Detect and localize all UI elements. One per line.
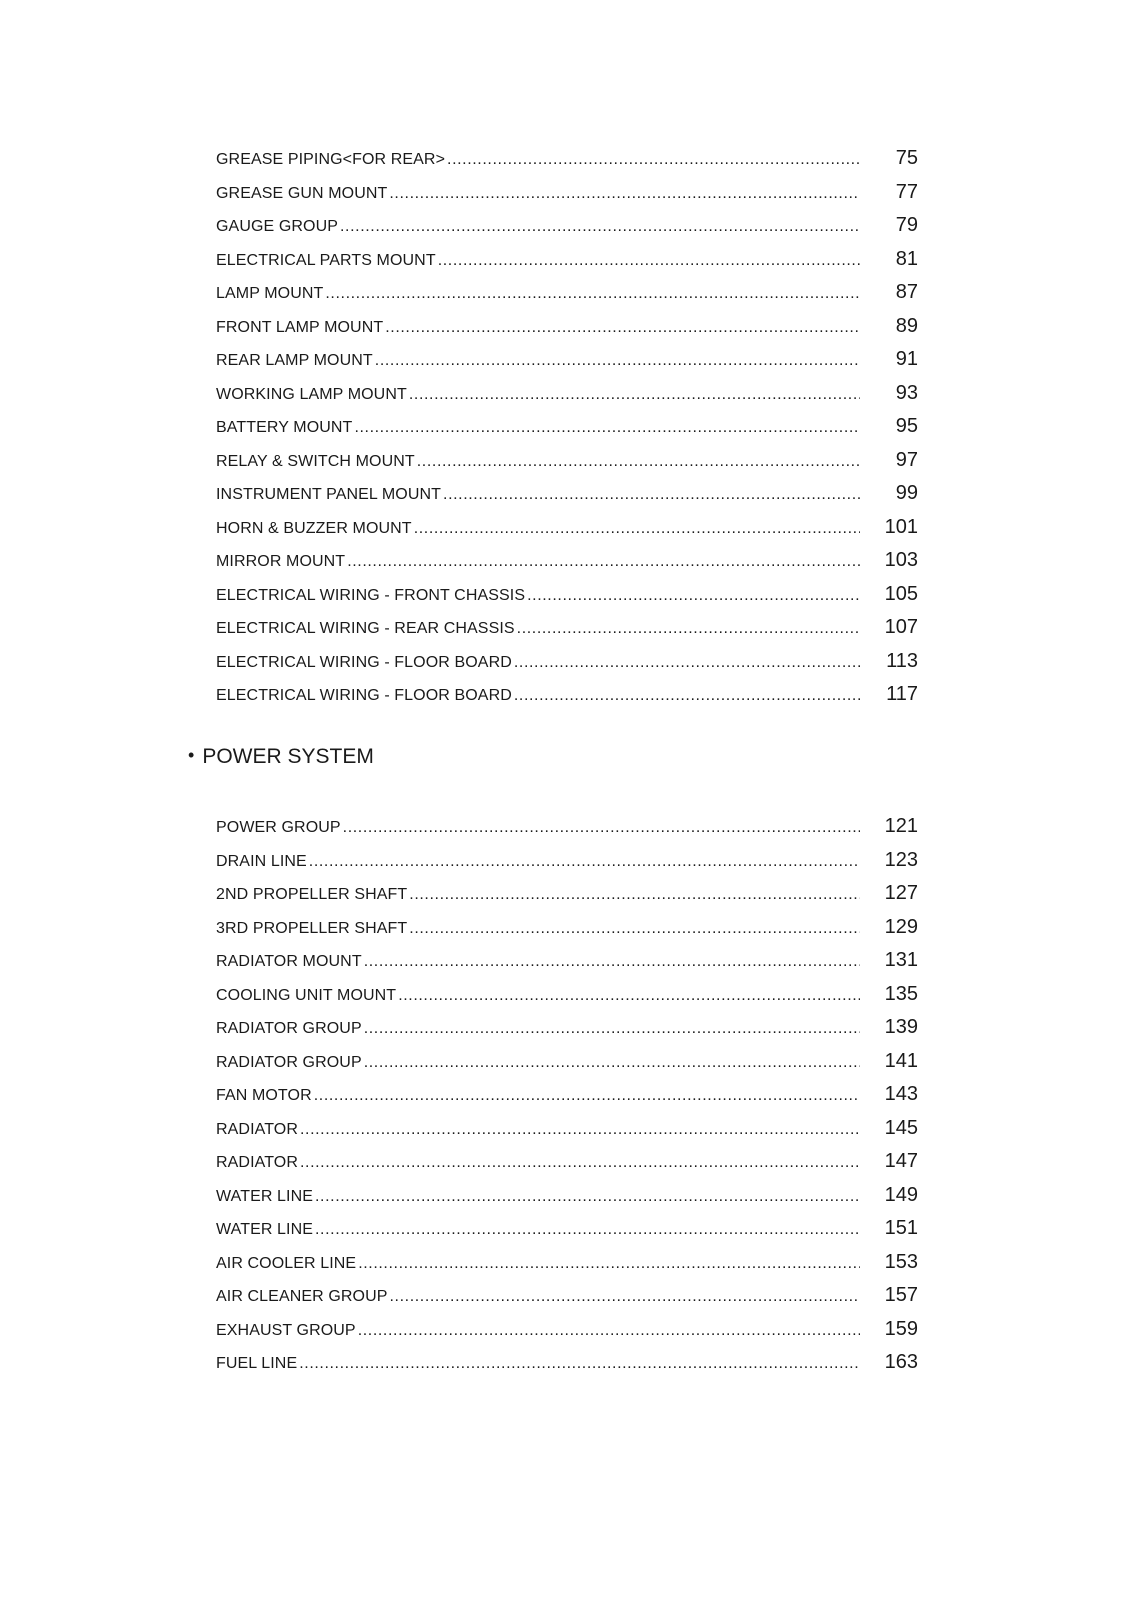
dot-leader (299, 1347, 860, 1381)
toc-entry-title: FRONT LAMP MOUNT (216, 318, 384, 336)
toc-entry-title: WORKING LAMP MOUNT (216, 385, 407, 403)
toc-entry-page-number: 91 (895, 348, 918, 370)
toc-entry-title: COOLING UNIT MOUNT (216, 986, 397, 1004)
toc-entry-title: POWER GROUP (216, 819, 341, 836)
toc-entry-page-number: 99 (895, 482, 918, 504)
toc-entry-page-number: 81 (895, 247, 918, 270)
toc-entry-title: FUEL LINE (216, 1355, 298, 1372)
toc-entry-title: GREASE PIPING<FOR REAR> (216, 151, 446, 168)
toc-entry[interactable] (216, 1045, 918, 1079)
toc-entry[interactable] (216, 1179, 918, 1213)
toc-entry-title: BATTERY MOUNT (216, 419, 353, 436)
dot-leader (447, 143, 860, 177)
toc-entry[interactable] (216, 1112, 918, 1146)
toc-entry-title: RADIATOR GROUP (216, 1020, 362, 1037)
toc-entry[interactable] (216, 511, 918, 545)
dot-leader (343, 811, 860, 845)
dot-leader (364, 1046, 860, 1080)
dot-leader (364, 1012, 860, 1046)
toc-entry-page-number: 141 (884, 1049, 918, 1072)
toc-entry[interactable] (216, 477, 918, 511)
toc-entry-page-number: 93 (895, 381, 918, 404)
toc-entry-page-number: 95 (895, 415, 918, 437)
toc-entry-page-number: 145 (884, 1116, 918, 1139)
toc-entry-page-number: 121 (884, 815, 918, 837)
toc-entry-title: REAR LAMP MOUNT (216, 352, 373, 369)
toc-entry[interactable] (216, 410, 918, 444)
dot-leader (514, 646, 860, 680)
dot-leader (354, 411, 860, 445)
dot-leader (375, 344, 860, 378)
toc-entry[interactable] (216, 844, 918, 878)
dot-leader (314, 1079, 860, 1113)
toc-entry[interactable] (216, 176, 918, 210)
dot-leader (389, 177, 860, 211)
toc-entry[interactable] (216, 978, 918, 1012)
section-title: POWER SYSTEM (202, 745, 374, 768)
toc-entry-page-number: 149 (884, 1183, 918, 1206)
toc-entry[interactable] (216, 1145, 918, 1179)
toc-entry[interactable] (216, 1246, 918, 1280)
toc-entry-title: EXHAUST GROUP (216, 1321, 356, 1339)
toc-entry[interactable] (216, 911, 918, 945)
toc-entry-page-number: 113 (886, 649, 918, 672)
toc-entry-title: RADIATOR (216, 1154, 298, 1171)
toc-entry-title: DRAIN LINE (216, 852, 307, 870)
dot-leader (390, 1280, 860, 1314)
toc-list-power (216, 810, 918, 1380)
dot-leader (358, 1247, 860, 1281)
toc-entry-page-number: 153 (884, 1250, 918, 1273)
dot-leader (443, 478, 860, 512)
toc-entry[interactable] (216, 377, 918, 411)
toc-entry-page-number: 129 (884, 915, 918, 938)
toc-entry[interactable] (216, 1313, 918, 1347)
toc-entry-page-number: 97 (895, 448, 918, 471)
toc-entry[interactable] (216, 1279, 918, 1313)
toc-entry-title: RADIATOR MOUNT (216, 953, 362, 970)
toc-entry[interactable] (216, 578, 918, 612)
dot-leader (358, 1314, 860, 1348)
toc-entry[interactable] (216, 1011, 918, 1045)
toc-entry[interactable] (216, 310, 918, 344)
toc-entry-page-number: 159 (884, 1317, 918, 1340)
toc-entry-page-number: 79 (895, 214, 918, 236)
toc-entry-page-number: 103 (884, 549, 918, 571)
toc-entry-page-number: 107 (884, 616, 918, 638)
toc-entry[interactable] (216, 209, 918, 243)
toc-entry[interactable] (216, 142, 918, 176)
dot-leader (340, 210, 860, 244)
dot-leader (315, 1180, 860, 1214)
toc-entry-title: ELECTRICAL WIRING - REAR CHASSIS (216, 620, 515, 637)
toc-entry-title: ELECTRICAL WIRING - FLOOR BOARD (216, 687, 512, 704)
toc-entry-title: LAMP MOUNT (216, 285, 324, 302)
toc-entry-page-number: 105 (884, 582, 918, 605)
dot-leader (414, 512, 860, 546)
toc-list-electrical (216, 142, 918, 712)
dot-leader (309, 845, 860, 879)
toc-entry-page-number: 127 (884, 882, 918, 904)
toc-entry[interactable] (216, 678, 918, 712)
toc-entry[interactable] (216, 611, 918, 645)
toc-entry-page-number: 89 (895, 314, 918, 337)
dot-leader (300, 1146, 860, 1180)
toc-entry[interactable] (216, 343, 918, 377)
toc-entry-title: WATER LINE (216, 1187, 314, 1205)
toc-entry-title: 3RD PROPELLER SHAFT (216, 919, 408, 937)
toc-entry-title: AIR CLEANER GROUP (216, 1288, 388, 1305)
toc-entry-page-number: 131 (884, 949, 918, 971)
bullet-icon: • (188, 745, 195, 765)
dot-leader (300, 1113, 860, 1147)
toc-entry-title: ELECTRICAL PARTS MOUNT (216, 251, 436, 269)
dot-leader (364, 945, 860, 979)
toc-entry-title: RADIATOR GROUP (216, 1053, 362, 1071)
toc-entry-page-number: 77 (895, 180, 918, 203)
dot-leader (325, 277, 860, 311)
section-heading-power-system (188, 745, 374, 769)
toc-entry-page-number: 143 (884, 1083, 918, 1105)
toc-entry-page-number: 117 (886, 683, 918, 705)
toc-entry-page-number: 101 (884, 515, 918, 538)
toc-entry[interactable] (216, 1346, 918, 1380)
toc-entry-title: ELECTRICAL WIRING - FLOOR BOARD (216, 653, 512, 671)
toc-entry-page-number: 75 (895, 147, 918, 169)
dot-leader (417, 445, 860, 479)
toc-entry-title: HORN & BUZZER MOUNT (216, 519, 412, 537)
toc-entry-page-number: 87 (895, 281, 918, 303)
toc-entry-title: ELECTRICAL WIRING - FRONT CHASSIS (216, 586, 526, 604)
toc-entry[interactable] (216, 877, 918, 911)
toc-entry[interactable] (216, 544, 918, 578)
toc-entry[interactable] (216, 810, 918, 844)
toc-entry-title: FAN MOTOR (216, 1087, 312, 1104)
toc-entry[interactable] (216, 1212, 918, 1246)
toc-entry-title: 2ND PROPELLER SHAFT (216, 886, 408, 903)
toc-entry-page-number: 139 (884, 1016, 918, 1038)
dot-leader (409, 878, 860, 912)
toc-entry-title: INSTRUMENT PANEL MOUNT (216, 486, 442, 503)
toc-entry-title: AIR COOLER LINE (216, 1254, 357, 1272)
toc-entry-title: WATER LINE (216, 1221, 314, 1238)
toc-entry-page-number: 163 (884, 1351, 918, 1373)
dot-leader (527, 579, 860, 613)
dot-leader (517, 612, 860, 646)
toc-entry-page-number: 157 (884, 1284, 918, 1306)
toc-entry-title: GAUGE GROUP (216, 218, 339, 235)
toc-entry-title: MIRROR MOUNT (216, 553, 346, 570)
dot-leader (315, 1213, 860, 1247)
toc-entry-page-number: 151 (884, 1217, 918, 1239)
toc-entry[interactable] (216, 944, 918, 978)
dot-leader (438, 244, 860, 278)
toc-entry-page-number: 147 (884, 1150, 918, 1172)
dot-leader (409, 378, 860, 412)
toc-entry[interactable] (216, 276, 918, 310)
toc-entry-title: RADIATOR (216, 1120, 298, 1138)
dot-leader (347, 545, 860, 579)
toc-entry-title: RELAY & SWITCH MOUNT (216, 452, 415, 470)
toc-entry-page-number: 135 (884, 982, 918, 1005)
dot-leader (514, 679, 860, 713)
toc-entry-title: GREASE GUN MOUNT (216, 184, 388, 202)
dot-leader (398, 979, 860, 1013)
toc-entry-page-number: 123 (884, 848, 918, 871)
toc-entry[interactable] (216, 243, 918, 277)
dot-leader (409, 912, 860, 946)
dot-leader (385, 311, 860, 345)
toc-entry[interactable] (216, 645, 918, 679)
toc-entry[interactable] (216, 1078, 918, 1112)
toc-entry[interactable] (216, 444, 918, 478)
